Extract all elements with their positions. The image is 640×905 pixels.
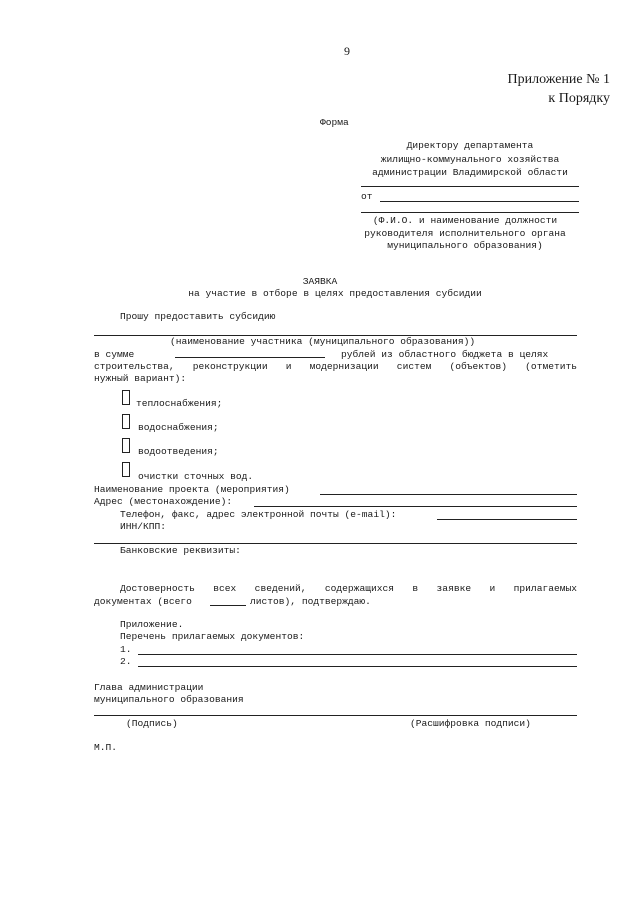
doc-item-1-number: 1. (120, 644, 132, 655)
from-field-2[interactable] (361, 212, 579, 213)
contacts-label: Телефон, факс, адрес электронной почты (e-mail): (120, 509, 397, 520)
stamp-label: М.П. (94, 742, 118, 753)
doc-item-2-field[interactable] (138, 666, 577, 667)
confirm-line-2-end: листов), подтверждаю. (250, 596, 371, 607)
option-checkbox-heating[interactable] (122, 390, 130, 405)
request-text: Прошу предоставить субсидию (120, 311, 276, 322)
addressee-hint-2: руководителя исполнительного органа (364, 228, 566, 239)
sum-prefix: в сумме (94, 349, 135, 360)
option-checkbox-drainage[interactable] (122, 438, 130, 453)
sum-field[interactable] (175, 357, 325, 358)
option-label-drainage: водоотведения; (138, 446, 219, 457)
purpose-line-3: нужный вариант): (94, 373, 187, 384)
addressee-blank-line[interactable] (361, 186, 579, 187)
doc-item-1-field[interactable] (138, 654, 577, 655)
confirm-line-2-start: документах (всего (94, 596, 192, 607)
form-label: Форма (320, 117, 349, 128)
address-label: Адрес (местонахождение): (94, 496, 233, 507)
from-field[interactable] (380, 201, 579, 202)
option-checkbox-wastewater[interactable] (122, 462, 130, 477)
addressee-hint-3: муниципального образования) (387, 240, 543, 251)
inn-label: ИНН/КПП: (120, 521, 167, 532)
addressee-line-1: Директору департамента (406, 140, 534, 151)
head-title-line-1: Глава администрации (94, 682, 204, 693)
document-title: ЗАЯВКА (302, 276, 338, 287)
addressee-line-3: администрации Владимирской области (372, 167, 568, 178)
decoding-label: (Расшифровка подписи) (410, 718, 531, 729)
head-title-line-2: муниципального образования (94, 694, 244, 705)
appendix-number: Приложение № 1 (507, 72, 610, 87)
option-label-heating: теплоснабжения; (136, 398, 223, 409)
sheets-count-field[interactable] (210, 605, 246, 606)
sum-suffix: рублей из областного бюджета в целях (341, 349, 549, 360)
document-subtitle: на участие в отборе в целях предоставления субсидии (188, 288, 482, 299)
project-label: Наименование проекта (мероприятия) (94, 484, 290, 495)
contacts-field[interactable] (437, 519, 577, 520)
page-number: 9 (344, 44, 350, 58)
doc-item-2-number: 2. (120, 656, 132, 667)
project-field[interactable] (320, 494, 577, 495)
from-label: от (361, 191, 373, 202)
inn-field[interactable] (94, 543, 577, 544)
address-field[interactable] (254, 506, 577, 507)
option-checkbox-water-supply[interactable] (122, 414, 130, 429)
option-label-wastewater: очистки сточных вод. (138, 471, 254, 482)
appendix-reference: к Порядку (548, 91, 610, 106)
attachment-label: Приложение. (120, 619, 184, 630)
addressee-line-2: жилищно-коммунального хозяйства (380, 154, 560, 165)
docs-list-label: Перечень прилагаемых документов: (120, 631, 305, 642)
signature-label: (Подпись) (126, 718, 178, 729)
participant-hint: (наименование участника (муниципального образования)) (170, 336, 476, 347)
purpose-line-2: строительства, реконструкции и модернизации систем (объектов) (отметить (94, 361, 577, 372)
option-label-water-supply: водоснабжения; (138, 422, 219, 433)
confirm-line-1: Достоверность всех сведений, содержащихся в заявке и прилагаемых (120, 583, 577, 594)
bank-label: Банковские реквизиты: (120, 545, 241, 556)
signature-line[interactable] (94, 715, 577, 716)
addressee-hint-1: (Ф.И.О. и наименование должности (372, 215, 558, 226)
